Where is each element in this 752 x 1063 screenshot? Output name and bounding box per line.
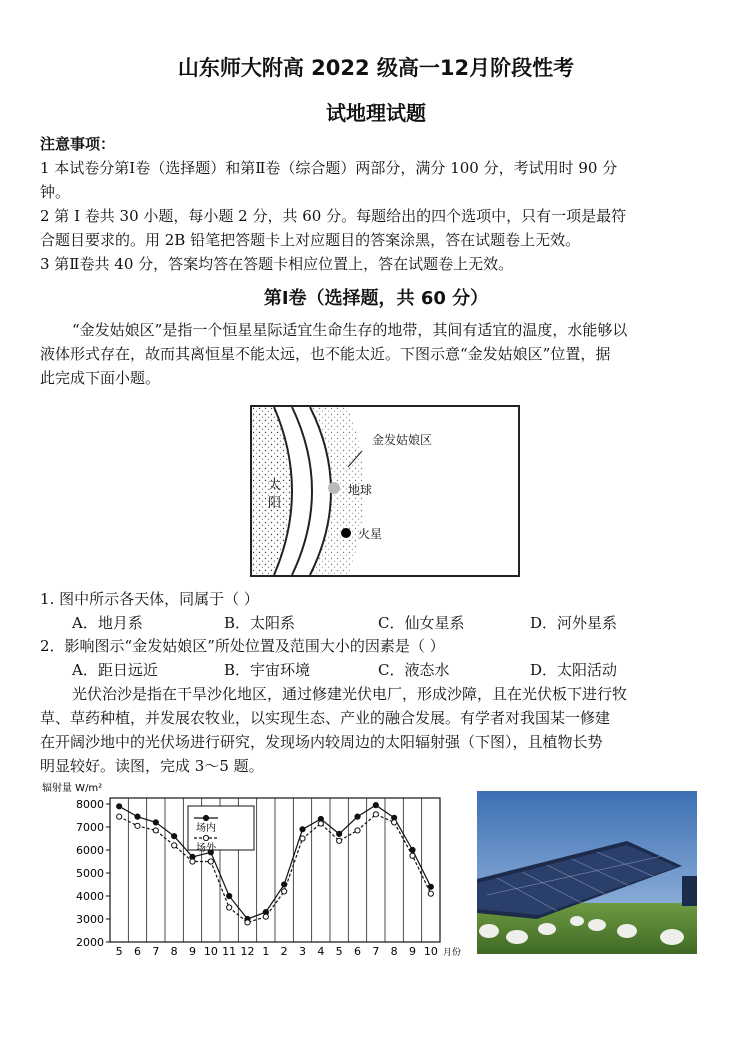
passage2-line: 在开阔沙地中的光伏场进行研究，发现场内较周边的太阳辐射强（下图），且植物长势 xyxy=(40,733,603,751)
data-point-inside xyxy=(428,884,433,889)
x-tick-label: 8 xyxy=(390,945,398,958)
x-tick-label: 10 xyxy=(203,945,218,958)
solar-farm-photo xyxy=(477,791,697,954)
x-axis-label: 月份 xyxy=(443,948,462,958)
section-title: 第Ⅰ卷（选择题，共 60 分） xyxy=(263,288,489,309)
data-point-outside xyxy=(300,836,305,841)
data-point-inside xyxy=(355,814,360,819)
data-point-inside xyxy=(172,834,177,839)
q2-option-b: B．宇宙环境 xyxy=(224,661,311,679)
far-panels xyxy=(682,876,697,906)
x-tick-label: 12 xyxy=(240,945,255,958)
x-tick-label: 4 xyxy=(317,945,325,958)
passage1-line: 此完成下面小题。 xyxy=(40,369,161,387)
x-tick-label: 6 xyxy=(134,945,141,958)
question-2-stem: 2．影响图示“金发姑娘区”所处位置及范围大小的因素是（ ） xyxy=(40,637,445,655)
q1-option-c: C．仙女星系 xyxy=(378,614,465,632)
legend-label: 场外 xyxy=(196,843,216,854)
q2-option-a: A．距日远近 xyxy=(72,661,158,679)
q1-option-b: B．太阳系 xyxy=(224,614,296,632)
data-point-inside xyxy=(337,831,342,836)
data-point-outside xyxy=(172,843,177,848)
passage2-line: 明显较好。读图，完成 3～5 题。 xyxy=(40,757,264,775)
data-point-outside xyxy=(337,838,342,843)
sun-label: 太阳 xyxy=(268,478,282,511)
passage2-line: 草、草药种植，并发展农牧业，以实现生态、产业的融合发展。有学者对我国某一修建 xyxy=(40,709,611,727)
question-1-stem: 1. 图中所示各天体，同属于（ ） xyxy=(40,590,259,608)
x-tick-label: 7 xyxy=(152,945,160,958)
notes-line: 3 第Ⅱ卷共 40 分，答案均答在答题卡相应位置上，答在试题卷上无效。 xyxy=(40,255,514,273)
data-point-outside xyxy=(227,905,232,910)
earth-dot xyxy=(328,482,340,494)
data-point-outside xyxy=(355,828,360,833)
y-tick-label: 7000 xyxy=(76,821,104,834)
notes-line: 钟。 xyxy=(40,183,71,201)
data-point-outside xyxy=(245,920,250,925)
x-tick-label: 5 xyxy=(115,945,123,958)
data-point-inside xyxy=(153,820,158,825)
x-tick-label: 7 xyxy=(372,945,380,958)
q1-option-d: D．河外星系 xyxy=(530,614,618,632)
x-tick-label: 3 xyxy=(299,945,306,958)
data-point-outside xyxy=(208,859,213,864)
legend-label: 场内 xyxy=(196,823,216,834)
x-tick-label: 8 xyxy=(170,945,178,958)
mars-label: 火星 xyxy=(358,527,383,541)
data-point-inside xyxy=(410,847,415,852)
data-point-inside xyxy=(135,814,140,819)
q1-option-a: A．地月系 xyxy=(72,614,143,632)
solar-farm-photo-svg xyxy=(477,791,697,954)
x-tick-label: 6 xyxy=(354,945,361,958)
notes-line: 2 第 Ⅰ 卷共 30 小题，每小题 2 分，共 60 分。每题给出的四个选项中，只有一项是最符 xyxy=(40,207,627,225)
zone-label: 金发姑娘区 xyxy=(372,433,433,447)
data-point-outside xyxy=(190,859,195,864)
data-point-inside xyxy=(227,893,232,898)
notes-line: 合题目要求的。用 2B 铅笔把答题卡上对应题目的答案涂黑，答在试题卷上无效。 xyxy=(40,231,581,249)
y-axis-label: 辐射量 W/m² xyxy=(42,783,103,794)
data-point-outside xyxy=(135,823,140,828)
legend-marker xyxy=(203,815,208,820)
radiation-chart-svg xyxy=(40,780,470,960)
q2-option-d: D．太阳活动 xyxy=(530,661,618,679)
data-point-inside xyxy=(117,804,122,809)
passage2-line: 光伏治沙是指在干旱沙化地区，通过修建光伏电厂，形成沙障，且在光伏板下进行牧 xyxy=(72,685,628,703)
data-point-outside xyxy=(373,812,378,817)
legend-marker xyxy=(203,835,208,840)
y-tick-label: 3000 xyxy=(76,913,104,926)
data-point-outside xyxy=(428,891,433,896)
y-tick-label: 4000 xyxy=(76,890,104,903)
data-point-outside xyxy=(318,821,323,826)
x-tick-label: 11 xyxy=(222,945,237,958)
passage1-line: 液体形式存在，故而其离恒星不能太远，也不能太近。下图示意“金发姑娘区”位置，据 xyxy=(40,345,611,363)
data-point-inside xyxy=(373,803,378,808)
data-point-outside xyxy=(282,889,287,894)
x-tick-label: 9 xyxy=(409,945,416,958)
x-tick-label: 9 xyxy=(189,945,196,958)
goldilocks-diagram xyxy=(250,405,520,577)
data-point-outside xyxy=(153,828,158,833)
earth-label: 地球 xyxy=(348,483,373,497)
y-tick-label: 5000 xyxy=(76,867,104,880)
passage1-line: “金发姑娘区”是指一个恒星星际适宜生命生存的地带，其间有适宜的温度，水能够以 xyxy=(72,321,628,339)
x-tick-label: 2 xyxy=(280,945,288,958)
y-tick-label: 2000 xyxy=(76,936,104,949)
radiation-chart xyxy=(40,780,470,960)
data-point-inside xyxy=(300,827,305,832)
x-tick-label: 1 xyxy=(262,945,270,958)
x-tick-label: 10 xyxy=(423,945,438,958)
data-point-outside xyxy=(117,814,122,819)
data-point-outside xyxy=(410,853,415,858)
y-tick-label: 6000 xyxy=(76,844,104,857)
q2-option-c: C．液态水 xyxy=(378,661,450,679)
y-tick-label: 8000 xyxy=(76,798,104,811)
data-point-outside xyxy=(263,914,268,919)
notes-line: 1 本试卷分第Ⅰ卷（选择题）和第Ⅱ卷（综合题）两部分，满分 100 分，考试用时 90 分 xyxy=(40,159,618,177)
notes-heading: 注意事项： xyxy=(40,135,116,153)
exam-title: 山东师大附高 2022 级高一12月阶段性考 xyxy=(177,56,575,80)
exam-subtitle: 试地理试题 xyxy=(326,101,426,125)
inner-orbit xyxy=(292,407,312,575)
x-tick-label: 5 xyxy=(335,945,343,958)
mars-dot xyxy=(341,528,351,538)
data-point-outside xyxy=(392,820,397,825)
